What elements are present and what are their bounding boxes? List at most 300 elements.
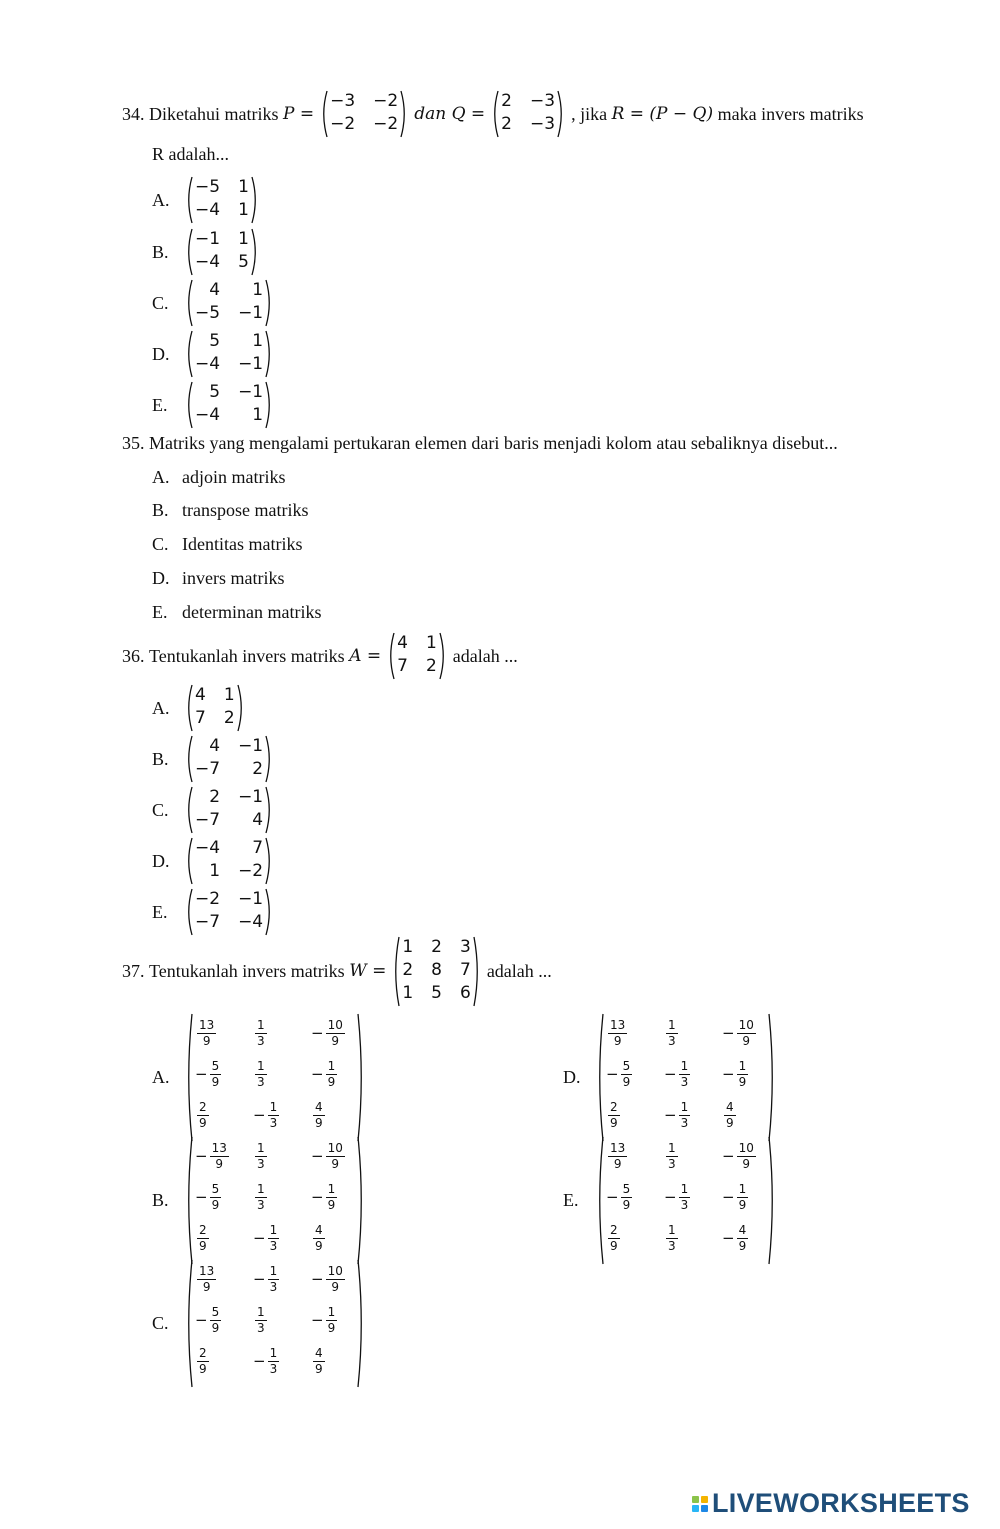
numerator: 2 [610,1100,618,1114]
matrix-cell [195,1095,239,1136]
q34-dan-q-eq: dan Q = [414,104,486,124]
matrix-cell: 2 [209,787,221,807]
left-paren-icon [185,330,193,378]
q37-option[interactable] [563,1136,779,1265]
matrix-cell [722,1218,766,1259]
denominator: 9 [199,1116,207,1130]
right-paren-icon [473,936,481,1007]
fraction [197,1346,209,1377]
numerator: 1 [668,1223,676,1237]
matrix-cell: 5 [209,382,221,402]
denominator: 9 [315,1116,323,1130]
matrix-cell [606,1054,650,1095]
matrix-cell [253,1341,297,1382]
matrix-cell: 5 [238,252,249,272]
minus-sign: − [253,1352,266,1370]
numerator: 5 [211,1305,220,1319]
q37-option[interactable] [152,1136,368,1265]
q36-option[interactable] [152,684,248,732]
matrix-cell: −1 [238,889,264,909]
fraction [268,1100,280,1131]
fraction [268,1264,280,1295]
matrix-cell: −1 [238,354,264,374]
minus-sign: − [722,1147,735,1165]
fraction [255,1059,267,1090]
option-label: D. [152,850,170,871]
matrix-cell [311,1259,355,1300]
matrix-cell [253,1177,297,1218]
matrix-cell: 7 [397,656,408,676]
minus-sign: − [664,1106,677,1124]
denominator: 3 [257,1157,265,1171]
fraction [608,1100,620,1131]
denominator: 9 [199,1362,207,1376]
numerator: 1 [269,1346,278,1360]
matrix-cell [311,1218,355,1259]
right-paren-icon [439,632,447,680]
matrix-cell: 2 [501,114,512,134]
matrix-cell: 1 [209,861,221,881]
liveworksheets-logo [692,1488,970,1519]
fraction [666,1223,678,1254]
option-label: B. [152,241,169,262]
matrix-cell [311,1341,355,1382]
numerator: 1 [327,1059,336,1073]
matrix-cell: 7 [459,959,471,980]
fraction [313,1223,325,1254]
matrix [185,888,273,936]
left-paren-icon [185,279,193,327]
q34-option[interactable] [152,330,276,378]
matrix-cell: 2 [402,959,414,980]
numerator: 13 [610,1018,626,1032]
matrix-cell: −3 [330,91,356,111]
fraction-matrix [596,1013,776,1142]
matrix-cell: 2 [501,91,512,111]
matrix-cell [606,1013,650,1054]
fraction [326,1182,338,1213]
matrix-cell: −4 [195,405,221,425]
minus-sign: − [722,1065,735,1083]
denominator: 3 [269,1116,278,1130]
fraction [210,1059,222,1090]
left-paren-icon [185,1013,193,1142]
right-paren-icon [265,786,273,834]
numerator: 1 [269,1264,278,1278]
numerator: 1 [269,1223,278,1237]
matrix-cell [195,1177,239,1218]
matrix [185,786,273,834]
fraction [326,1305,338,1336]
fraction [679,1059,691,1090]
right-paren-icon [768,1013,776,1142]
fraction [197,1264,216,1295]
q35-option[interactable] [152,467,285,488]
fraction [255,1305,267,1336]
numerator: 5 [211,1182,220,1196]
right-paren-icon [265,735,273,783]
fraction-matrix [185,1259,365,1388]
matrix [185,735,273,783]
denominator: 3 [257,1034,265,1048]
minus-sign: − [195,1065,208,1083]
numerator: 1 [327,1182,336,1196]
matrix-cell: 2 [431,936,442,957]
denominator: 9 [742,1034,751,1048]
minus-sign: − [253,1106,266,1124]
fraction-matrix [185,1136,365,1265]
matrix-cell: −1 [238,736,264,756]
q35-text: Matriks yang mengalami pertukaran elemen dari baris menjadi kolom atau sebaliknya disebut... [149,433,838,453]
matrix-cell [664,1136,708,1177]
minus-sign: − [722,1229,735,1247]
q36-option[interactable] [152,837,276,885]
denominator: 3 [269,1362,278,1376]
matrix-cell [664,1218,708,1259]
matrix-cell [195,1218,239,1259]
numerator: 4 [726,1100,734,1114]
matrix-cell: −1 [195,229,221,249]
q37-option[interactable] [152,1013,368,1142]
matrix-cell [722,1136,766,1177]
fraction [666,1018,678,1049]
denominator: 3 [269,1280,278,1294]
q34-p-eq: P = [282,104,315,124]
denominator: 9 [211,1321,220,1335]
option-label: E. [152,602,168,622]
denominator: 9 [202,1280,211,1294]
matrix-cell: 1 [238,229,249,249]
option-text: adjoin matriks [182,467,286,487]
q36-line [122,633,518,676]
matrix-cell: −1 [238,382,264,402]
matrix [185,381,273,429]
minus-sign: − [606,1188,619,1206]
right-paren-icon [265,381,273,429]
denominator: 9 [613,1157,622,1171]
option-label: C. [152,534,169,554]
numerator: 1 [269,1100,278,1114]
numerator: 10 [327,1018,343,1032]
numerator: 2 [610,1223,618,1237]
q37-w-eq: W = [349,961,387,981]
matrix-cell: 1 [238,200,249,220]
denominator: 9 [610,1116,618,1130]
matrix [185,176,259,224]
right-paren-icon [237,684,245,732]
numerator: 1 [680,1100,689,1114]
q34-option[interactable] [152,176,262,224]
left-paren-icon [185,735,193,783]
matrix-cell [253,1300,297,1341]
option-label: A. [152,697,170,718]
denominator: 9 [622,1075,631,1089]
matrix [320,90,408,138]
minus-sign: − [722,1024,735,1042]
q34-option[interactable] [152,279,276,327]
denominator: 3 [680,1075,689,1089]
option-label: D. [152,568,170,588]
q37-text: Tentukanlah invers matriks [149,960,345,981]
matrix [387,632,447,680]
minus-sign: − [664,1065,677,1083]
matrix-cell: 7 [252,838,264,858]
matrix-cell: −7 [195,759,221,779]
matrix-cell: 7 [195,708,206,728]
q34-tail: maka invers matriks [717,103,864,124]
minus-sign: − [311,1311,324,1329]
fraction [737,1141,756,1172]
numerator: 13 [199,1264,215,1278]
numerator: 1 [668,1141,676,1155]
q37-option[interactable] [152,1259,368,1388]
q34-option[interactable] [152,228,262,276]
fraction [737,1182,749,1213]
matrix-cell [606,1177,650,1218]
left-paren-icon [185,176,193,224]
matrix-cell: 5 [209,331,221,351]
q34-line1 [122,91,864,134]
matrix-cell: 4 [397,633,408,653]
matrix-cell [311,1054,355,1095]
matrix-cell [606,1095,650,1136]
q37-tail: adalah ... [486,960,552,981]
matrix-cell [722,1013,766,1054]
fraction [326,1059,338,1090]
matrix-cell: 1 [223,685,235,705]
minus-sign: − [253,1270,266,1288]
q35-option[interactable] [152,568,284,589]
numerator: 4 [738,1223,747,1237]
fraction [255,1018,267,1049]
fraction [197,1223,209,1254]
denominator: 9 [742,1157,751,1171]
denominator: 9 [199,1239,207,1253]
denominator: 3 [257,1321,265,1335]
minus-sign: − [722,1188,735,1206]
option-label: C. [152,799,169,820]
option-label: E. [152,394,168,415]
q36-option[interactable] [152,888,276,936]
minus-sign: − [606,1065,619,1083]
numerator: 5 [622,1182,631,1196]
option-label: B. [152,1190,169,1210]
logo-mark-square [701,1505,708,1512]
option-label: B. [152,500,169,520]
right-paren-icon [265,888,273,936]
matrix-cell: −2 [238,861,264,881]
fraction [621,1059,633,1090]
matrix-cell: 3 [459,936,471,957]
matrix-cell [195,1259,239,1300]
q34-text: Diketahui matriks [149,103,279,124]
matrix-cell: −4 [195,838,221,858]
logo-mark-icon [692,1496,708,1512]
numerator: 4 [315,1346,323,1360]
numerator: 1 [257,1018,265,1032]
matrix-cell [195,1300,239,1341]
fraction [679,1182,691,1213]
q35-option[interactable] [152,534,302,555]
option-text: invers matriks [182,568,285,588]
matrix-cell [195,1341,239,1382]
fraction [608,1018,627,1049]
denominator: 3 [680,1116,689,1130]
matrix-cell: −7 [195,810,221,830]
matrix [185,837,273,885]
denominator: 9 [211,1198,220,1212]
right-paren-icon [557,90,565,138]
denominator: 9 [211,1075,220,1089]
q36-option[interactable] [152,786,276,834]
numerator: 10 [738,1141,754,1155]
matrix-cell: 2 [252,759,264,779]
q36-text: Tentukanlah invers matriks [149,645,345,666]
matrix-cell: 1 [425,633,437,653]
matrix-cell: −5 [195,177,221,197]
option-text: transpose matriks [182,500,309,520]
option-label: D. [563,1067,581,1087]
numerator: 5 [622,1059,631,1073]
denominator: 3 [257,1075,265,1089]
fraction [210,1305,222,1336]
matrix-cell [253,1218,297,1259]
q34-r-expr: R = (P − Q) [611,104,714,124]
q34-matrix-q [488,90,568,138]
matrix-cell: 2 [425,656,437,676]
fraction [608,1141,627,1172]
denominator: 9 [613,1034,622,1048]
numerator: 13 [211,1141,227,1155]
fraction [197,1018,216,1049]
right-paren-icon [357,1136,365,1265]
fraction-matrix [185,1013,365,1142]
matrix-cell: 1 [402,936,414,957]
right-paren-icon [265,837,273,885]
matrix-cell: 1 [252,331,264,351]
matrix-cell: −2 [195,889,221,909]
numerator: 5 [211,1059,220,1073]
left-paren-icon [596,1013,604,1142]
right-paren-icon [357,1259,365,1388]
numerator: 13 [199,1018,215,1032]
right-paren-icon [400,90,408,138]
matrix-cell: 6 [459,982,471,1003]
minus-sign: − [311,1188,324,1206]
q36-a-eq: A = [349,646,382,666]
matrix [185,279,273,327]
numerator: 1 [668,1018,676,1032]
q35-option[interactable] [152,500,308,521]
fraction [197,1100,209,1131]
matrix-cell: 1 [402,982,414,1003]
matrix-cell [253,1136,297,1177]
matrix-cell [664,1177,708,1218]
minus-sign: − [195,1147,208,1165]
q35-option[interactable] [152,602,321,623]
q36-tail: adalah ... [452,645,518,666]
matrix-cell [253,1013,297,1054]
numerator: 2 [199,1223,207,1237]
denominator: 9 [610,1239,618,1253]
matrix-cell: 1 [252,280,264,300]
left-paren-icon [185,684,193,732]
right-paren-icon [265,279,273,327]
numerator: 10 [327,1141,343,1155]
denominator: 3 [269,1239,278,1253]
fraction [737,1059,749,1090]
denominator: 3 [668,1157,676,1171]
matrix-cell [722,1095,766,1136]
right-paren-icon [251,176,259,224]
matrix-cell: 4 [209,736,221,756]
q37-number: 37. [122,960,145,981]
numerator: 1 [257,1305,265,1319]
matrix-cell [195,1054,239,1095]
matrix-cell: −2 [373,91,399,111]
denominator: 9 [738,1075,747,1089]
option-label: A. [152,467,170,487]
logo-mark-square [692,1505,699,1512]
matrix-cell [606,1218,650,1259]
q36-option[interactable] [152,735,276,783]
fraction [210,1141,229,1172]
logo-text: LIVEWORKSHEETS [712,1488,970,1518]
denominator: 9 [202,1034,211,1048]
right-paren-icon [357,1013,365,1142]
fraction [210,1182,222,1213]
fraction [326,1018,345,1049]
matrix-cell: −4 [195,252,221,272]
matrix [491,90,565,138]
option-label: E. [563,1190,579,1210]
matrix-cell [195,1136,239,1177]
matrix-cell [253,1054,297,1095]
fraction [326,1264,345,1295]
option-label: A. [152,189,170,210]
matrix-cell: −3 [530,114,556,134]
left-paren-icon [185,1136,193,1265]
matrix-cell: −4 [238,912,264,932]
matrix-cell: 4 [195,685,206,705]
denominator: 9 [738,1239,747,1253]
q37-option[interactable] [563,1013,779,1142]
matrix-cell [311,1177,355,1218]
logo-mark-square [692,1496,699,1503]
denominator: 9 [738,1198,747,1212]
left-paren-icon [185,837,193,885]
matrix-cell: −3 [530,91,556,111]
numerator: 1 [257,1141,265,1155]
numerator: 1 [327,1305,336,1319]
denominator: 9 [315,1362,323,1376]
numerator: 10 [738,1018,754,1032]
denominator: 9 [327,1321,336,1335]
fraction-matrix [596,1136,776,1265]
numerator: 1 [680,1182,689,1196]
left-paren-icon [185,888,193,936]
matrix-cell [606,1136,650,1177]
q37-line [122,937,552,1005]
q34-option[interactable] [152,381,276,429]
numerator: 1 [257,1059,265,1073]
numerator: 4 [315,1100,323,1114]
denominator: 9 [726,1116,734,1130]
fraction [268,1223,280,1254]
fraction [326,1141,345,1172]
denominator: 3 [668,1034,676,1048]
matrix-cell: 2 [223,708,235,728]
